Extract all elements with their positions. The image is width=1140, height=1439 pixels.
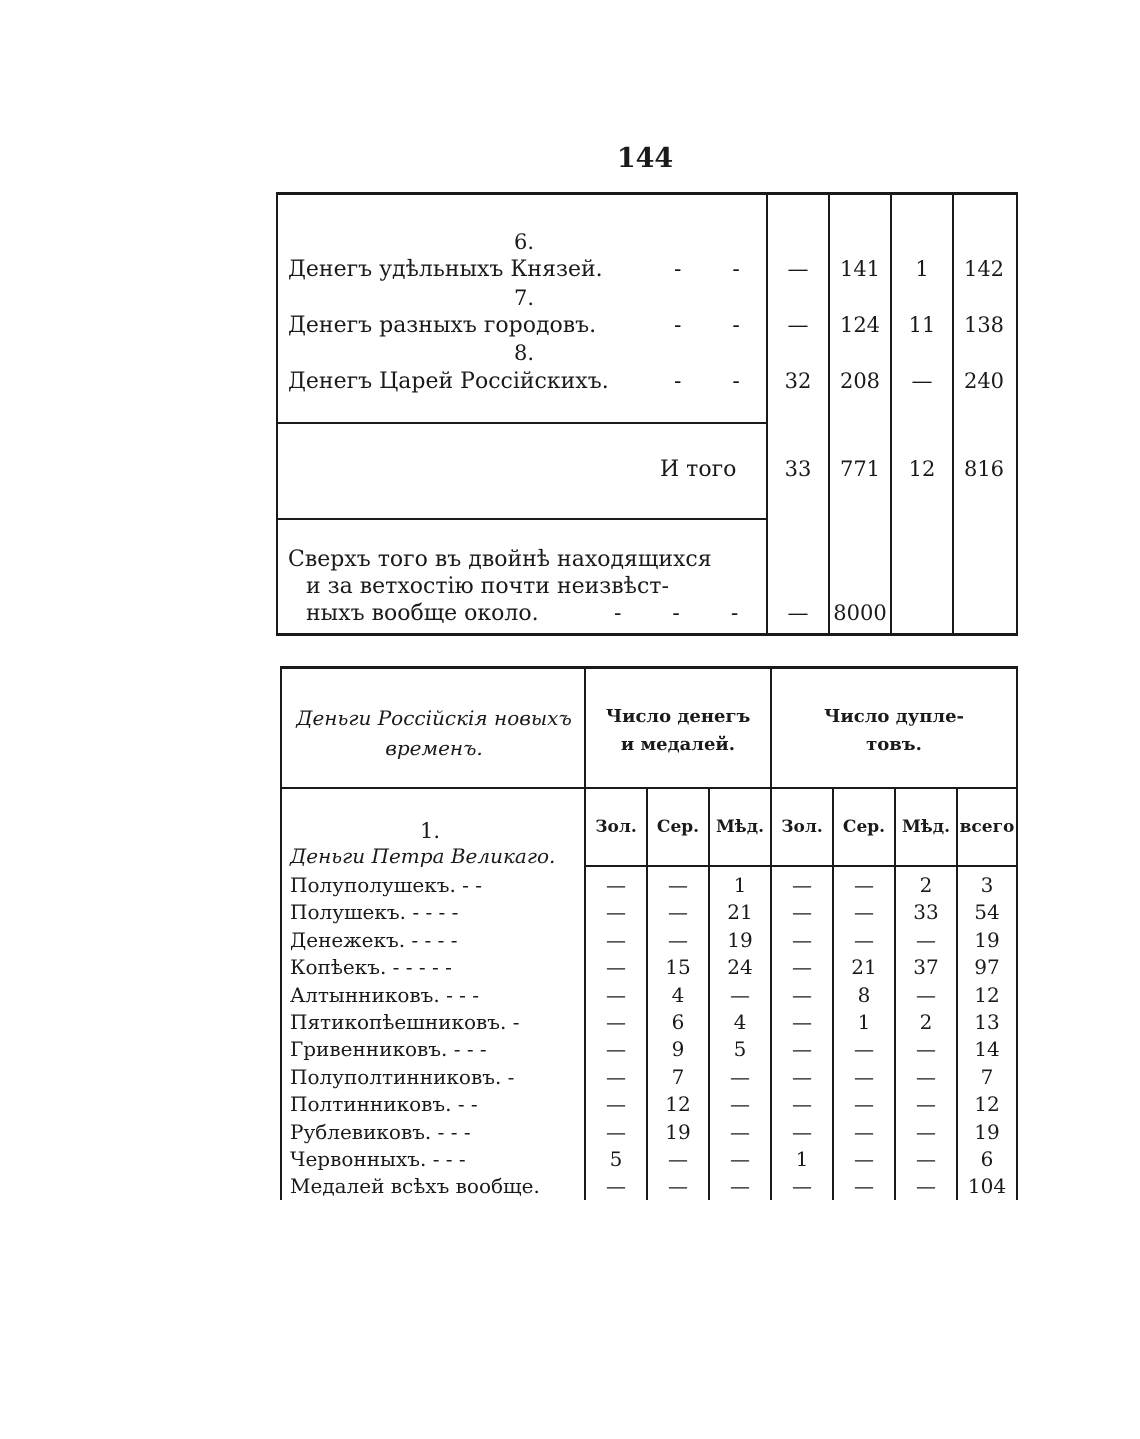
table-cell: —	[792, 927, 812, 952]
row-label: Денежекъ. - - - -	[290, 927, 458, 952]
subheader-total: всего	[959, 817, 1015, 837]
table-cell: —	[730, 982, 750, 1007]
table-cell: —	[668, 1174, 688, 1199]
table-cell: 6	[671, 1010, 685, 1034]
row-label: Червонныхъ. - - -	[290, 1147, 466, 1171]
table-cell: —	[606, 1010, 626, 1034]
row-label: Гривенниковъ. - - -	[290, 1037, 487, 1062]
cell: 240	[963, 369, 1005, 393]
table-cell: —	[730, 1174, 750, 1199]
cell: 1	[915, 257, 929, 281]
row-label: Денегъ разныхъ городовъ.	[288, 313, 597, 338]
subheader-silver: Сер.	[842, 817, 886, 837]
subheader-copper: Мѣд.	[901, 817, 951, 837]
table-cell: 12	[974, 1092, 1000, 1117]
table-cell: —	[606, 1064, 626, 1089]
leader-dashes: - -	[674, 257, 762, 282]
row-label: Медалей всѣхъ вообще.	[290, 1174, 540, 1199]
table-cell: —	[916, 1092, 936, 1117]
table-cell: 15	[665, 955, 691, 980]
cell: —	[787, 601, 809, 625]
row-label: Денегъ Царей Россійскихъ.	[288, 369, 609, 394]
section-number: 8.	[513, 341, 535, 365]
table-cell: —	[668, 873, 688, 897]
table-cell: —	[792, 1119, 812, 1144]
note-line: и за ветхостію почти неизвѣст-	[306, 574, 669, 599]
table-cell: —	[854, 900, 874, 925]
cell: 33	[784, 457, 812, 481]
cell: 124	[839, 313, 881, 337]
table-cell: —	[668, 900, 688, 925]
table-cell: 9	[671, 1037, 685, 1062]
table-cell: 19	[665, 1119, 691, 1144]
table-cell: —	[916, 982, 936, 1007]
table-cell: —	[916, 1147, 936, 1171]
table-cell: —	[792, 1064, 812, 1089]
table-cell: —	[916, 1174, 936, 1199]
table-cell: 6	[980, 1147, 994, 1171]
table-cell: 7	[980, 1064, 994, 1089]
cell: 142	[963, 257, 1005, 281]
section-number: 1.	[420, 819, 441, 843]
table-cell: 8	[857, 982, 871, 1007]
row-label: Полуполтинниковъ. -	[290, 1064, 515, 1089]
row-label: Рублевиковъ. - - -	[290, 1119, 471, 1144]
table-cell: 24	[727, 955, 753, 980]
table-cell: —	[730, 1147, 750, 1171]
cell: 12	[908, 457, 936, 481]
note-line: ныхъ вообще около.	[306, 601, 539, 626]
coin-table	[280, 666, 1018, 1200]
table-cell: 1	[857, 1010, 871, 1034]
table-cell: 12	[974, 982, 1000, 1007]
table-cell: 19	[974, 1119, 1000, 1144]
row-label: Копѣекъ. - - - - -	[290, 955, 452, 980]
cell: —	[787, 313, 809, 337]
cell: 138	[963, 313, 1005, 337]
leader-dashes: - -	[674, 369, 762, 394]
header-title: Деньги Россійскія новыхъ временъ.	[296, 706, 572, 760]
section-number: 7.	[513, 286, 535, 310]
table-cell: —	[668, 927, 688, 952]
cell: 8000	[833, 601, 887, 625]
table-cell: 1	[795, 1147, 809, 1171]
table-cell: 14	[974, 1037, 1000, 1062]
header-group-duplicates: Число дупле- товъ.	[823, 706, 965, 755]
cell: 816	[963, 457, 1005, 481]
section-number: 6.	[513, 230, 535, 254]
subheader-silver: Сер.	[656, 817, 700, 837]
table-cell: —	[606, 1174, 626, 1199]
note-line: Сверхъ того въ двойнѣ находящихся	[288, 547, 712, 572]
table-cell: 4	[733, 1010, 747, 1034]
table-cell: —	[792, 1037, 812, 1062]
row-label: Полушекъ. - - - -	[290, 900, 459, 925]
header-group-coins: Число денегъ и медалей.	[605, 706, 751, 755]
table-cell: 97	[974, 955, 1000, 980]
table-cell: —	[792, 873, 812, 897]
row-label: Алтынниковъ. - - -	[290, 982, 480, 1007]
table-cell: 4	[671, 982, 685, 1007]
table-cell: 21	[851, 955, 877, 980]
table-cell: —	[916, 1037, 936, 1062]
cell: 11	[908, 313, 936, 337]
table-cell: —	[854, 1037, 874, 1062]
table-cell: —	[916, 1064, 936, 1089]
table-cell: —	[730, 1119, 750, 1144]
subheader-gold: Зол.	[781, 817, 823, 837]
table-cell: —	[792, 1010, 812, 1034]
table-cell: —	[854, 1119, 874, 1144]
table-cell: —	[916, 1119, 936, 1144]
table-cell: —	[606, 873, 626, 897]
table-cell: —	[792, 982, 812, 1007]
table-cell: —	[854, 1147, 874, 1171]
table-cell: —	[606, 1092, 626, 1117]
table-cell: —	[854, 1064, 874, 1089]
subheader-gold: Зол.	[595, 817, 637, 837]
table-cell: —	[730, 1064, 750, 1089]
subheader-divider	[584, 865, 1016, 867]
table-cell: 2	[919, 873, 933, 897]
table-cell: —	[606, 1119, 626, 1144]
table-cell: —	[916, 927, 936, 952]
row-label: Полтинниковъ. - -	[290, 1092, 478, 1117]
table-cell: 37	[913, 955, 939, 980]
row-label: Полуполушекъ. - -	[290, 873, 483, 897]
row-label: Денегъ удѣльныхъ Князей.	[288, 257, 603, 282]
section-title: Деньги Петра Великаго.	[290, 844, 556, 868]
row-divider	[278, 422, 766, 424]
row-divider	[278, 518, 766, 520]
table-cell: —	[606, 1037, 626, 1062]
leader-dashes: - - -	[614, 601, 761, 626]
table-cell: —	[854, 1174, 874, 1199]
table-cell: 54	[974, 900, 1000, 925]
table-cell: —	[854, 1092, 874, 1117]
table-cell: 2	[919, 1010, 933, 1034]
table-cell: 5	[609, 1147, 623, 1171]
table-cell: —	[792, 955, 812, 980]
subheader-copper: Мѣд.	[715, 817, 765, 837]
table-cell: —	[606, 955, 626, 980]
table-cell: —	[792, 1174, 812, 1199]
table-cell: —	[606, 900, 626, 925]
cell: 208	[839, 369, 881, 393]
table-cell: —	[854, 927, 874, 952]
table-cell: —	[668, 1147, 688, 1171]
table-cell: —	[792, 1092, 812, 1117]
table-cell: —	[854, 873, 874, 897]
table-cell: 7	[671, 1064, 685, 1089]
table-cell: 19	[974, 927, 1000, 952]
table-cell: 3	[980, 873, 994, 897]
table-cell: 19	[727, 927, 753, 952]
cell: 141	[839, 257, 881, 281]
cell: —	[911, 369, 933, 393]
summary-table	[276, 192, 1018, 636]
table-cell: 5	[733, 1037, 747, 1062]
table-cell: 1	[733, 873, 747, 897]
table-cell: —	[730, 1092, 750, 1117]
table-cell: 13	[974, 1010, 1000, 1034]
total-label: И того	[660, 457, 737, 482]
cell: 771	[839, 457, 881, 481]
table-cell: —	[792, 900, 812, 925]
cell: —	[787, 257, 809, 281]
cell: 32	[784, 369, 812, 393]
table-cell: 12	[665, 1092, 691, 1117]
table-cell: —	[606, 982, 626, 1007]
table-cell: 21	[727, 900, 753, 925]
row-label: Пятикопѣешниковъ. -	[290, 1010, 520, 1034]
leader-dashes: - -	[674, 313, 762, 338]
header-divider	[282, 787, 1016, 789]
table-cell: 104	[967, 1174, 1007, 1199]
table-cell: 33	[913, 900, 939, 925]
page-number: 144	[616, 143, 674, 174]
table-cell: —	[606, 927, 626, 952]
